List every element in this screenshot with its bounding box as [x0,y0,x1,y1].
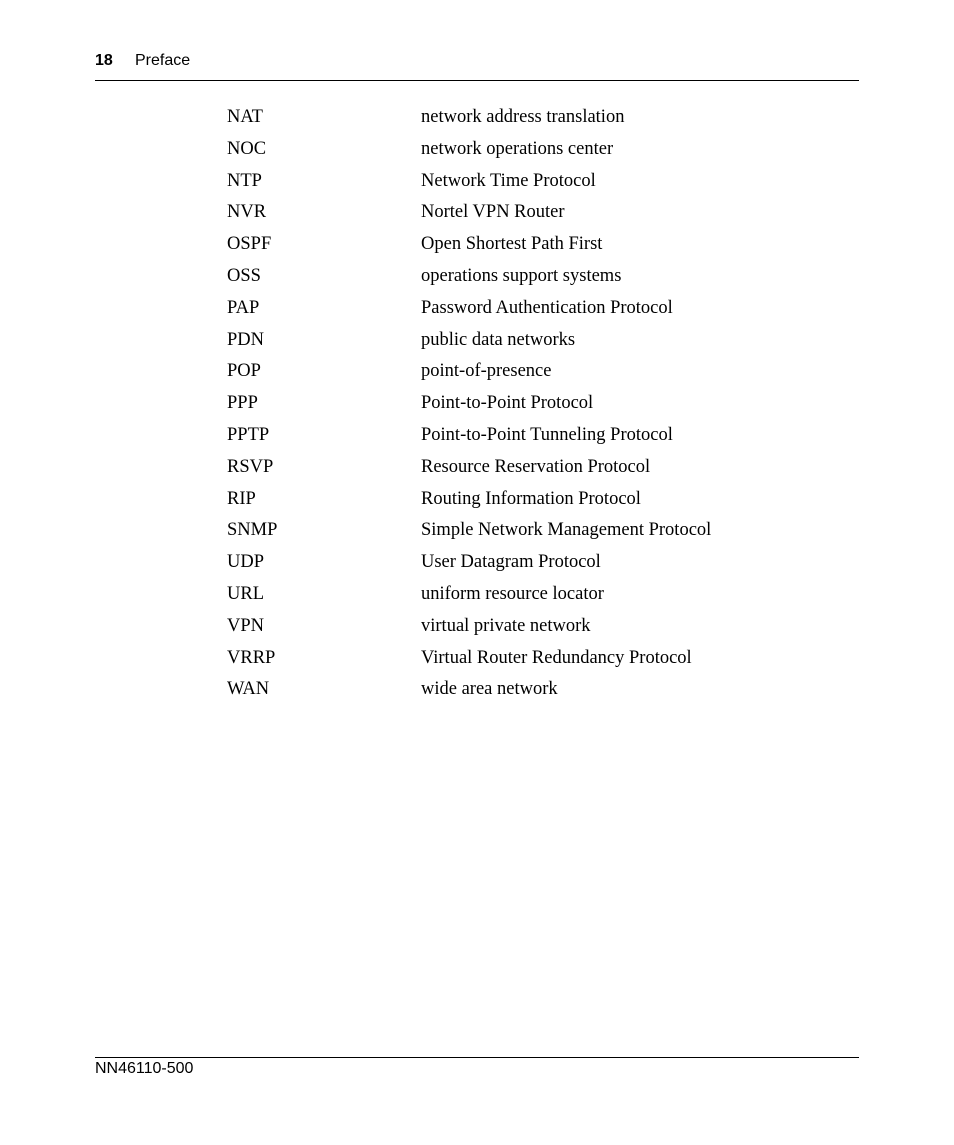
abbreviation-row [227,202,827,234]
abbreviation-row [227,520,827,552]
abbreviation-term: VRRP [227,647,276,668]
abbreviation-row [227,139,827,171]
abbreviation-row [227,648,827,680]
abbreviation-definition: User Datagram Protocol [421,552,601,573]
abbreviation-term: NAT [227,107,263,127]
abbreviation-term: RIP [227,488,256,509]
abbreviation-row [227,584,827,616]
abbreviation-row [227,234,827,266]
abbreviation-term: URL [227,583,264,604]
abbreviation-term: NOC [227,138,267,159]
page-footer [95,1057,859,1088]
abbreviation-definition: Open Shortest Path First [421,234,603,255]
abbreviation-term: NVR [227,202,267,223]
abbreviation-definition: wide area network [421,679,558,700]
abbreviation-definition: Nortel VPN Router [421,202,565,223]
abbreviation-row [227,298,827,330]
section-title: Preface [135,52,191,69]
abbreviation-term: VPN [227,615,265,636]
abbreviation-definition: Point-to-Point Tunneling Protocol [421,424,673,445]
abbreviation-row [227,457,827,489]
abbreviation-definition: uniform resource locator [421,583,604,604]
abbreviation-definition: network address translation [421,107,625,127]
abbreviation-row [227,425,827,457]
abbreviation-term: SNMP [227,520,278,541]
abbreviation-row [227,679,827,711]
abbreviation-term: WAN [227,679,270,700]
document-number: NN46110-500 [95,1060,194,1077]
abbreviation-definition: public data networks [421,329,576,350]
abbreviation-term: PPTP [227,424,270,445]
abbreviation-row [227,330,827,362]
abbreviation-definition: operations support systems [421,265,622,286]
abbreviation-definition: Virtual Router Redundancy Protocol [421,647,692,668]
abbreviation-term: PDN [227,329,265,350]
abbreviation-definition: Network Time Protocol [421,170,596,191]
abbreviation-term: UDP [227,552,265,573]
abbreviation-row [227,616,827,648]
abbreviation-row [227,552,827,584]
abbreviation-row [227,266,827,298]
abbreviation-definition: Point-to-Point Protocol [421,393,594,414]
abbreviation-definition: virtual private network [421,615,591,636]
abbreviation-term: RSVP [227,456,274,477]
abbreviation-term: OSPF [227,234,272,255]
abbreviation-list [227,107,827,711]
abbreviation-definition: Password Authentication Protocol [421,297,673,318]
abbreviation-row [227,171,827,203]
abbreviation-term: PPP [227,393,258,414]
abbreviation-definition: network operations center [421,138,614,159]
abbreviation-row [227,107,827,139]
abbreviation-definition: point-of-presence [421,361,552,382]
page-number: 18 [95,52,113,69]
abbreviation-term: POP [227,361,261,382]
abbreviation-row [227,489,827,521]
page-header [95,50,859,81]
abbreviation-term: PAP [227,297,260,318]
abbreviation-row [227,361,827,393]
abbreviation-definition: Simple Network Management Protocol [421,520,712,541]
abbreviation-row [227,393,827,425]
abbreviation-definition: Resource Reservation Protocol [421,456,651,477]
abbreviation-term: OSS [227,265,261,286]
abbreviation-definition: Routing Information Protocol [421,488,641,509]
abbreviation-term: NTP [227,170,262,191]
